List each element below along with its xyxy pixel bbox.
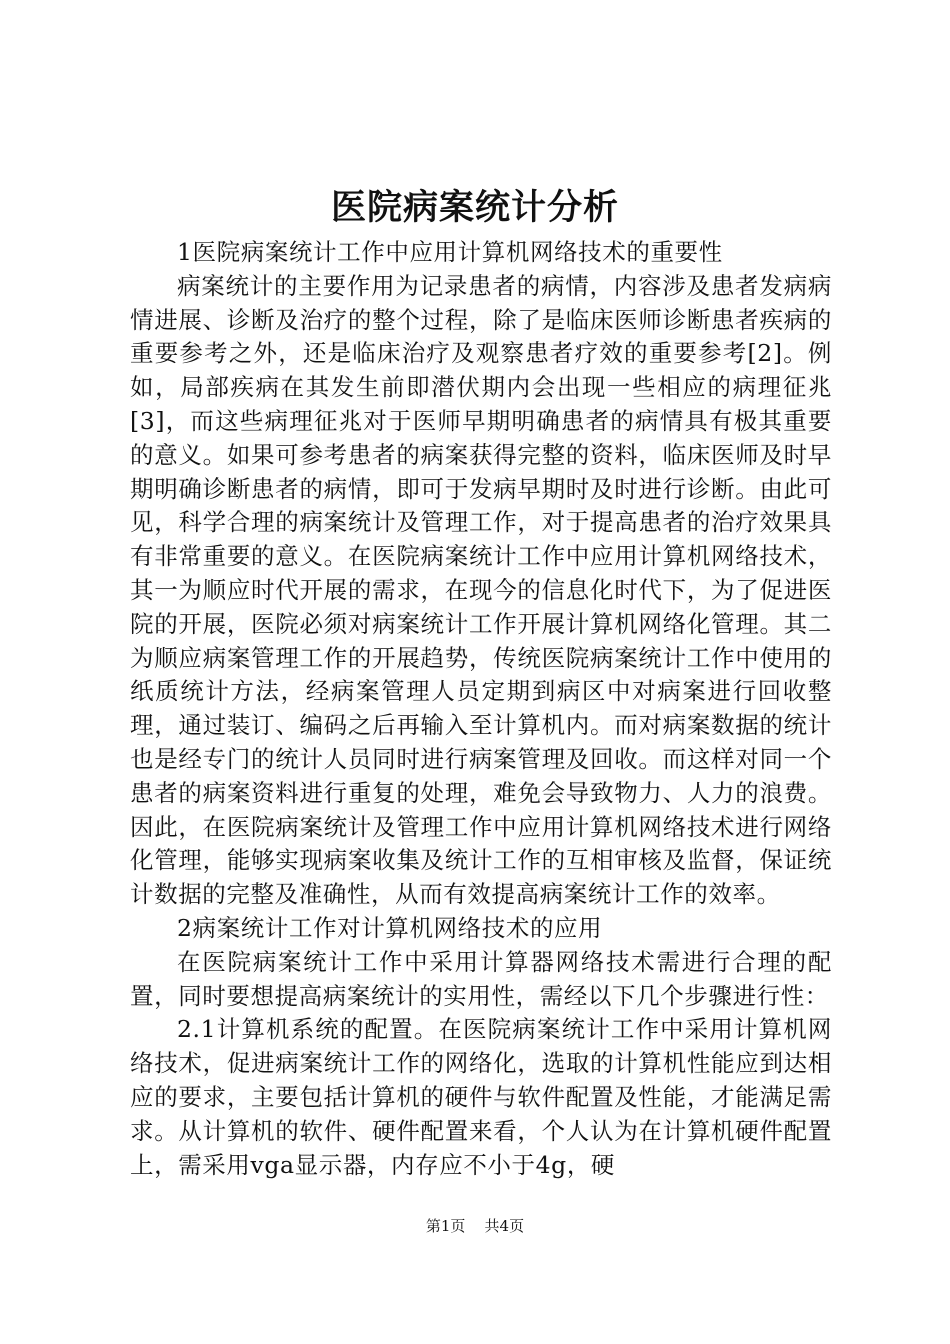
- section-heading-1: 1医院病案统计工作中应用计算机网络技术的重要性: [177, 238, 723, 266]
- section-heading-2: 2病案统计工作对计算机网络技术的应用: [177, 913, 603, 942]
- body-paragraph: 病案统计的主要作用为记录患者的病情，内容涉及患者发病病情进展、诊断及治疗的整个过程，除了是临床医师诊断患者疾病的重要参考之外，还是临床治疗及观察患者疗效的重要参考[2]。例如，局部疾病在其发生前即潜伏期内会出现一些相应的病理征兆[3]，而这些病理征兆对于医师早期明确患者的病情具有极其重要的意义。如果可参考患者的病案获得完整的资料，临床医师及时早期明确诊断患者的病情，即可于发病早期时及时进行诊断。由此可见，科学合理的病案统计及管理工作，对于提高患者的治疗效果具有非常重要的意义。在医院病案统计工作中应用计算机网络技术，其一为顺应时代开展的需求，在现今的信息化时代下，为了促进医院的开展，医院必须对病案统计工作开展计算机网络化管理。其二为顺应病案管理工作的开展趋势，传统医院病案统计工作中使用的纸质统计方法，经病案管理人员定期到病区中对病案进行回收整理，通过装订、编码之后再输入至计算机内。而对病案数据的统计也是经专门的统计人员同时进行病案管理及回收。而这样对同一个患者的病案资料进行重复的处理，难免会导致物力、人力的浪费。因此，在医院病案统计及管理工作中应用计算机网络技术进行网络化管理，能够实现病案收集及统计工作的互相审核及监督，保证统计数据的完整及准确性，从而有效提高病案统计工作的效率。: [130, 271, 832, 909]
- page-footer: [0, 1216, 950, 1236]
- body-paragraph: 在医院病案统计工作中采用计算器网络技术需进行合理的配置，同时要想提高病案统计的实用性，需经以下几个步骤进行性：: [130, 947, 832, 1010]
- document-body: [130, 236, 832, 1182]
- total-pages: 共4页: [484, 1217, 525, 1235]
- body-paragraph: 2.1计算机系统的配置。在医院病案统计工作中采用计算机网络技术，促进病案统计工作的网络化，选取的计算机性能应到达相应的要求，主要包括计算机的硬件与软件配置及性能，才能满足需求。从计算机的软件、硬件配置来看，个人认为在计算机硬件配置上，需采用vga显示器，内存应不小于4g，硬: [130, 1015, 832, 1179]
- footer-spacer: [470, 1217, 480, 1235]
- document-title: 医院病案统计分析: [330, 187, 619, 228]
- page-number: 第1页: [425, 1217, 466, 1235]
